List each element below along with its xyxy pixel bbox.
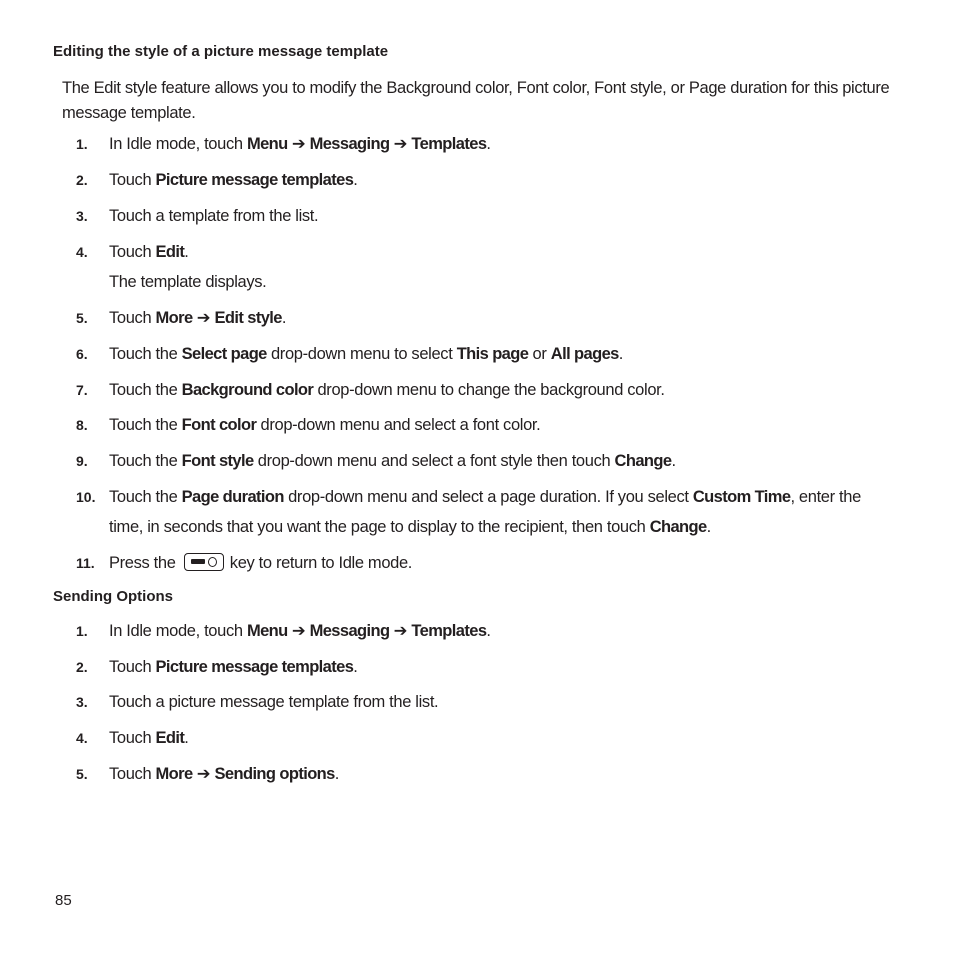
step-text: Touch More ➔ Edit style.	[109, 309, 287, 327]
step-number: 10.	[76, 489, 96, 505]
section-heading-edit-style: Editing the style of a picture message template	[53, 43, 389, 60]
step-number: 7.	[76, 382, 88, 398]
step-number: 1.	[76, 136, 88, 152]
list-item	[76, 482, 906, 542]
step-text: Touch the Font style drop-down menu and select a font style then touch Change.	[109, 452, 676, 470]
step-text: Touch a template from the list.	[109, 207, 319, 225]
step-text: Touch Edit.	[109, 243, 189, 261]
end-power-key-icon	[184, 553, 224, 571]
step-number: 6.	[76, 346, 88, 362]
step-number: 11.	[76, 555, 95, 571]
step-number: 8.	[76, 417, 88, 433]
step-number: 4.	[76, 244, 88, 260]
step-text: In Idle mode, touch Menu ➔ Messaging ➔ Templates.	[109, 135, 491, 153]
step-text: Touch the Page duration drop-down menu and select a page duration. If you select Custom Time, enter the time, in seconds that you want the page to display to the recipient, then touch Change.	[109, 488, 861, 536]
step-text: Press the key to return to Idle mode.	[109, 554, 413, 572]
step-note: The template displays.	[109, 273, 267, 291]
step-text: Touch a picture message template from the list.	[109, 693, 439, 711]
step-text: Touch Edit.	[109, 729, 189, 747]
step-text: Touch Picture message templates.	[109, 171, 358, 189]
step-text: Touch the Font color drop-down menu and select a font color.	[109, 416, 541, 434]
step-number: 3.	[76, 208, 88, 224]
step-number: 2.	[76, 659, 88, 675]
step-number: 1.	[76, 623, 88, 639]
step-number: 4.	[76, 730, 88, 746]
step-text: Touch Picture message templates.	[109, 658, 358, 676]
section-heading-sending-options: Sending Options	[53, 588, 173, 605]
intro-paragraph: The Edit style feature allows you to modify the Background color, Font color, Font style, or Page duration for this picture message template.	[62, 79, 890, 122]
step-number: 5.	[76, 310, 88, 326]
step-number: 2.	[76, 172, 88, 188]
step-text: In Idle mode, touch Menu ➔ Messaging ➔ Templates.	[109, 622, 491, 640]
page-number: 85	[55, 892, 72, 909]
step-text: Touch the Select page drop-down menu to select This page or All pages.	[109, 345, 623, 363]
step-number: 3.	[76, 694, 88, 710]
step-number: 5.	[76, 766, 88, 782]
step-text: Touch the Background color drop-down menu to change the background color.	[109, 381, 665, 399]
step-number: 9.	[76, 453, 88, 469]
step-text: Touch More ➔ Sending options.	[109, 765, 339, 783]
